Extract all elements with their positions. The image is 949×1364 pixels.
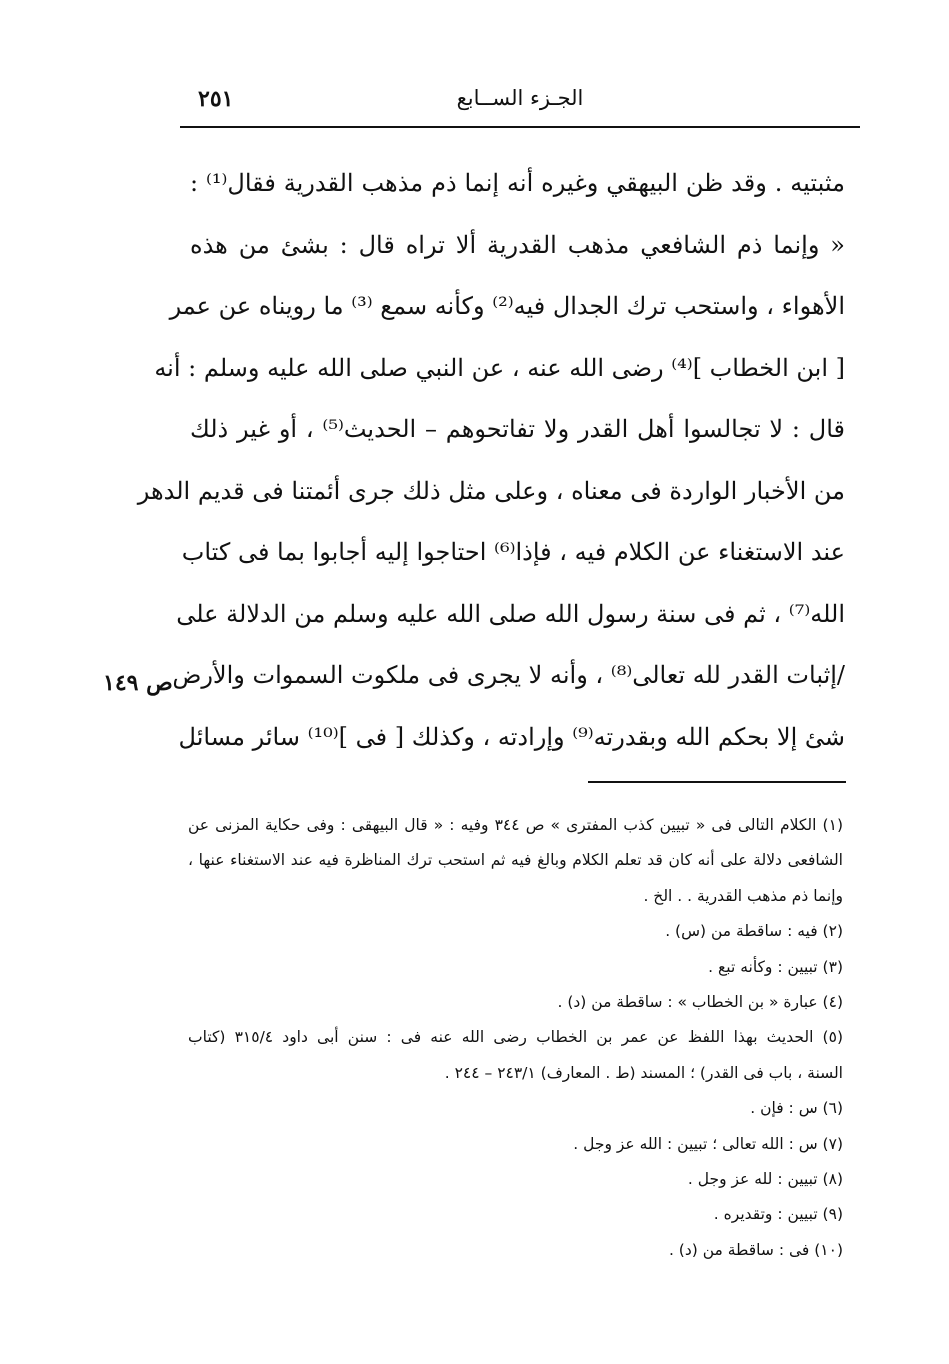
footnote-line: وإنما ذم مذهب القدرية . . الخ . [643,886,843,905]
margin-page-reference: ص ١٤٩ [103,670,173,696]
footnote-line: (٨) تبيين : لله عز وجل . [687,1169,843,1188]
footnotes [188,808,843,1268]
text-line: شئ إلا بحكم الله وبقدرته⁽⁹⁾ وإرادته ، وكذلك [ فى ]⁽¹⁰⁾ سائر مسائل [178,722,845,751]
running-head: الجـزء الســابع [456,86,584,110]
page-number: ٢٥١ [198,86,234,112]
text-line: مثبتيه . وقد ظن البيهقي وغيره أنه إنما ذم مذهب القدرية فقال⁽¹⁾ : [190,169,845,197]
footnote-line: الشافعى دلالة على أنه كان قد تعلم الكلام وبالغ فيه ثم استحب ترك المناظرة فيه عند الاستغناء عنها ، [188,851,843,870]
footnote-line: (١٠) فى : ساقطة من (د) . [668,1240,843,1259]
text-line: [ ابن الخطاب ]⁽⁴⁾ رضى الله عنه ، عن النبي صلى الله عليه وسلم : أنه [154,353,845,382]
text-line: قال : لا تجالسوا أهل القدر ولا تفاتحوهم – الحديث⁽⁵⁾ ، أو غير ذلك [190,415,845,443]
footnote-line: (٥) الحديث بهذا اللفظ عن عمر بن الخطاب رضى الله عنه فى : سنن أبى داود ٣١٥/٤ (كتاب [188,1028,843,1047]
page-header [180,82,860,128]
text-line: « وإنما ذم الشافعي مذهب القدرية ألا تراه قال : بشئ من هذه [190,230,845,259]
text-line: الله⁽⁷⁾ ، ثم فى سنة رسول الله صلى الله عليه وسلم من الدلالة على [176,599,845,628]
footnote-line: (٩) تبيين : وتقديره . [713,1205,843,1224]
footnote-line: (٢) فيه : ساقطة من (س) . [665,922,843,941]
footnote-line: (٦) س : فإن . [750,1099,843,1118]
text-line: عند الاستغناء عن الكلام فيه ، فإذا⁽⁶⁾ احتاجوا إليه أجابوا بما فى كتاب [181,538,845,566]
text-line: /إثبات القدر لله تعالى⁽⁸⁾ ، وأنه لا يجرى فى ملكوت السموات والأرض [172,661,845,689]
text-line: من الأخبار الواردة فى معناه ، وعلى مثل ذلك جرى أئمتنا فى قديم الدهر [137,476,845,505]
footnote-separator [588,781,846,783]
footnote-line: (٤) عبارة « بن الخطاب » : ساقطة من (د) . [557,992,843,1011]
footnote-line: (٣) تبيين : وكأنه تبع . [708,957,843,976]
footnote-line: (٧) س : الله تعالى ؛ تبيين : الله عز وجل . [573,1134,843,1153]
text-line: الأهواء ، واستحب ترك الجدال فيه⁽²⁾ وكأنه سمع ⁽³⁾ ما رويناه عن عمر [169,292,845,320]
footnote-line: (١) الكلام التالى فى « تبيين كذب المفترى » ص ٣٤٤ وفيه : « قال البيهقى : وفى حكاية المزنى عن [188,816,843,834]
footnote-line: السنة ، باب فى القدر) ؛ المسند (ط . المعارف) ٢٤٣/١ – ٢٤٤ . [444,1063,843,1082]
